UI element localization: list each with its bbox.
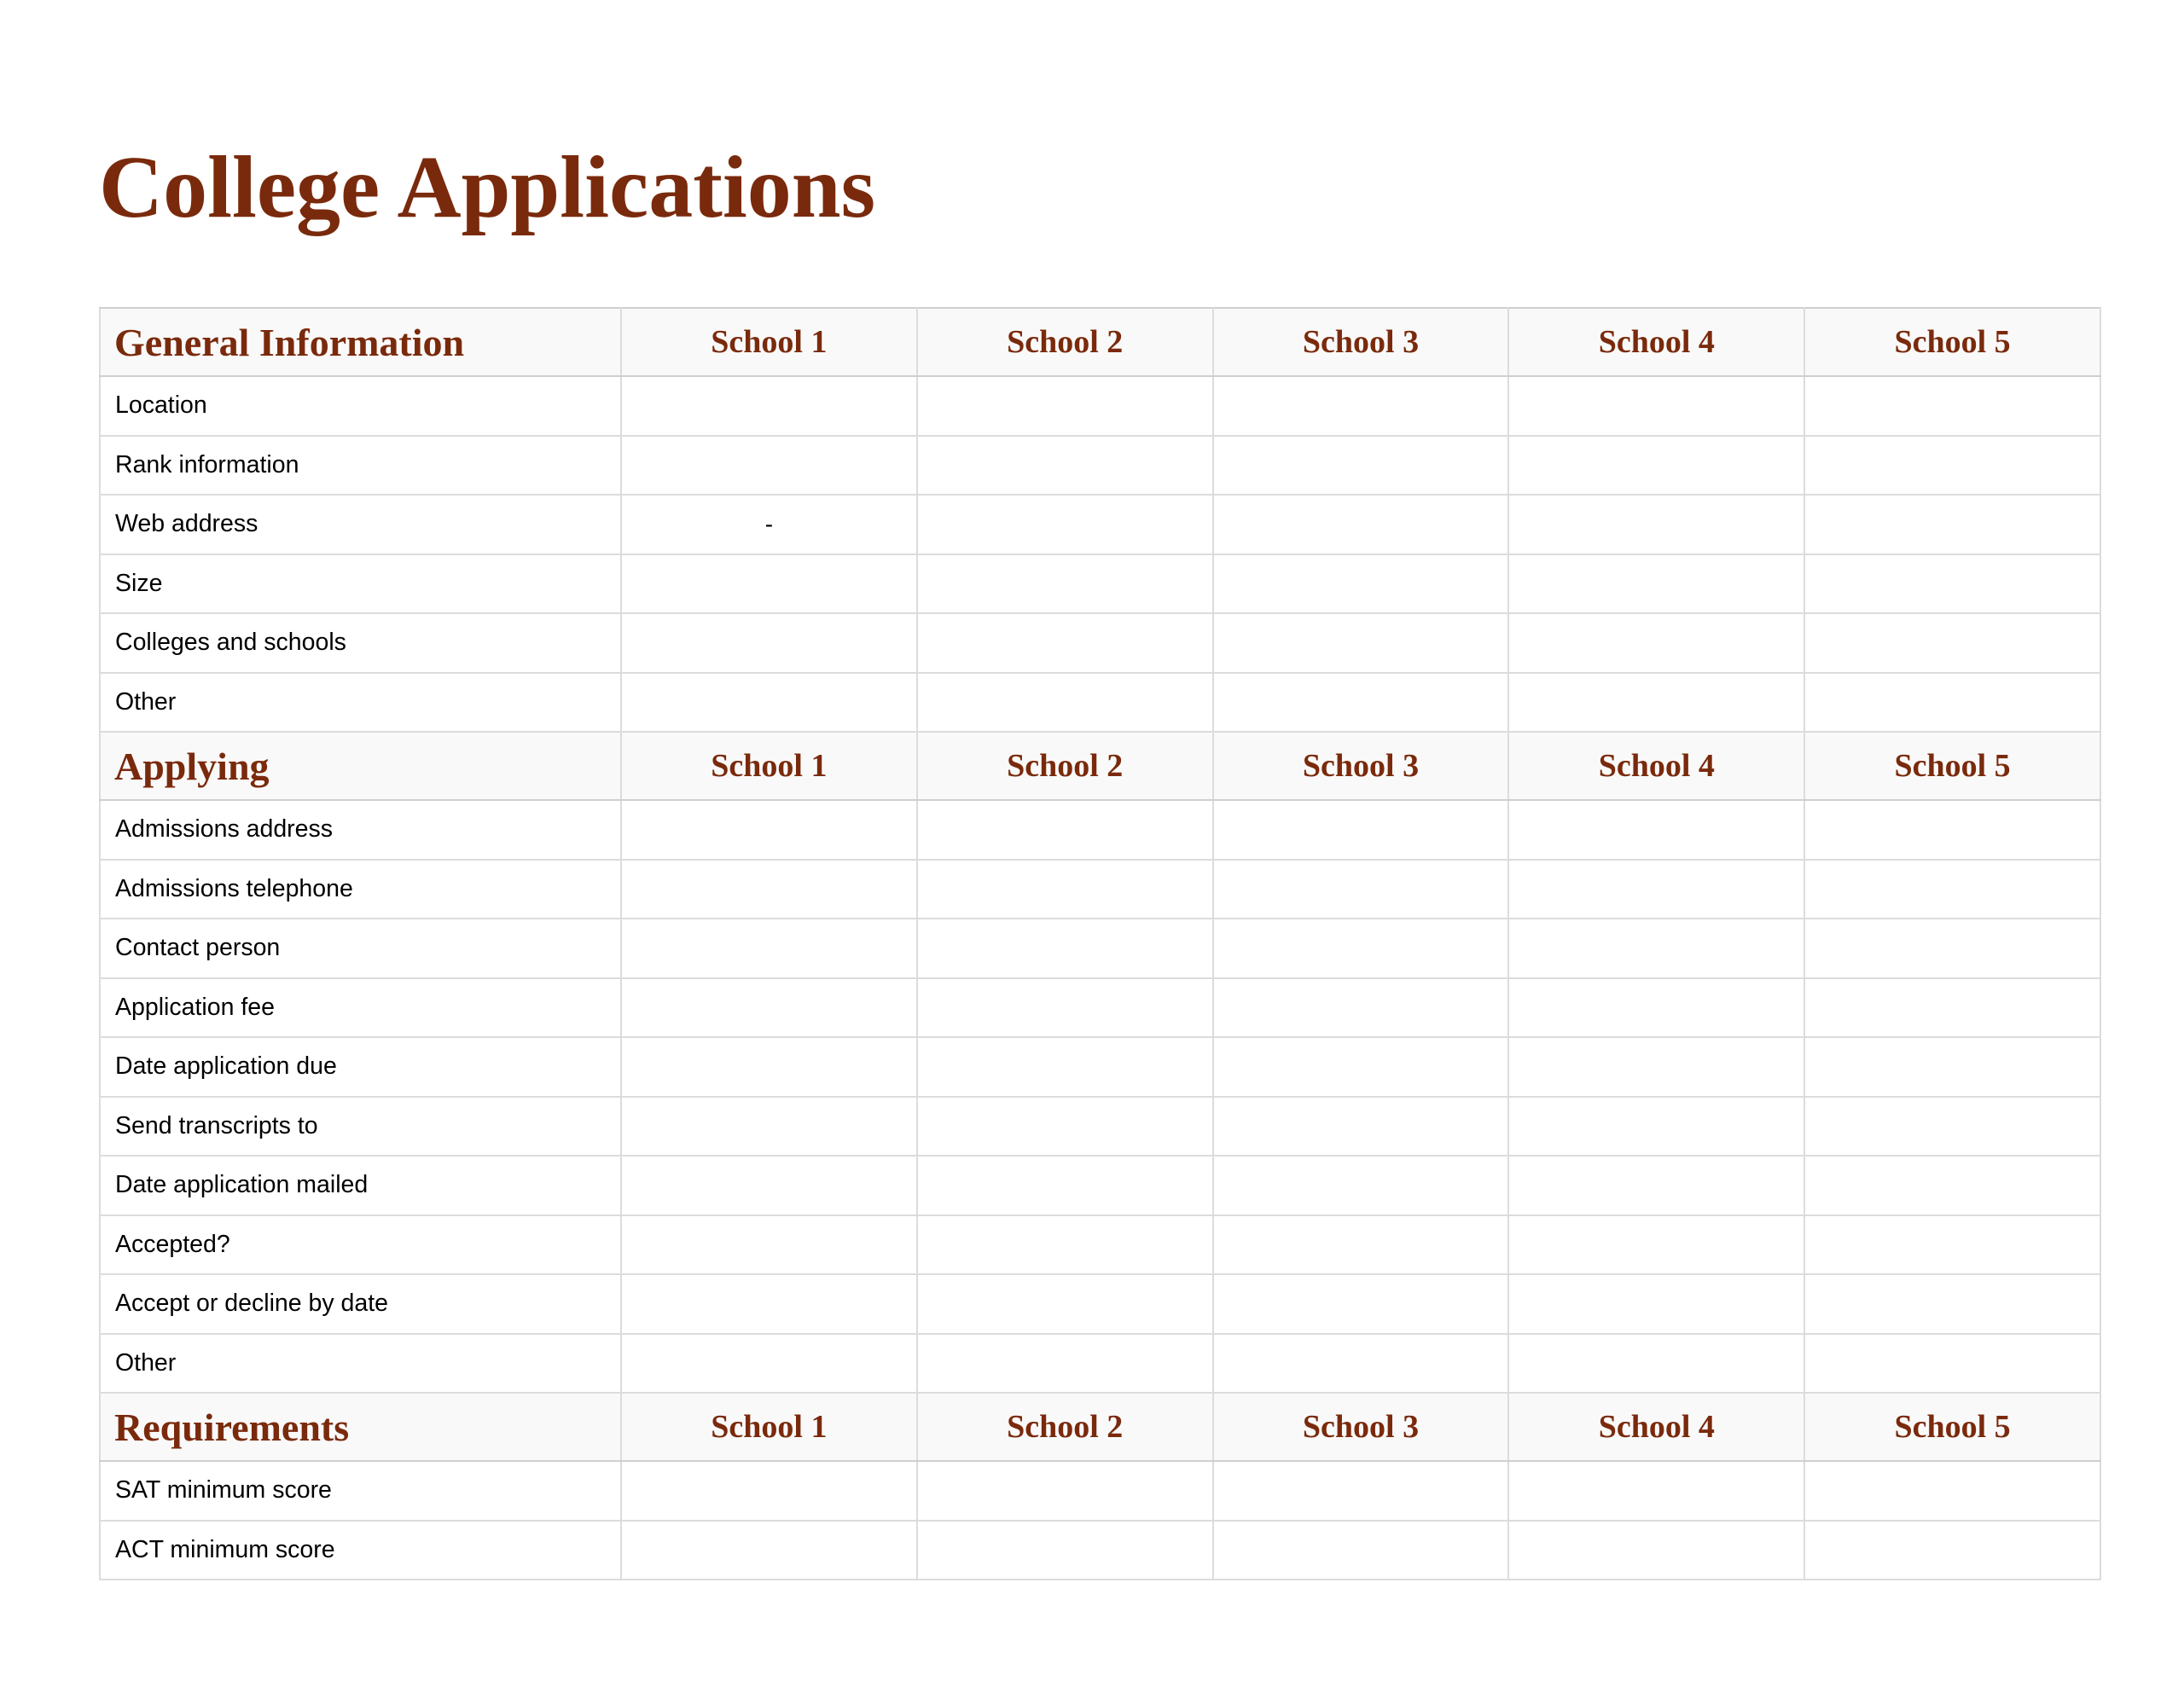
table-cell[interactable]: - bbox=[621, 495, 917, 554]
table-cell[interactable] bbox=[1508, 1097, 1804, 1157]
table-cell[interactable] bbox=[1508, 673, 1804, 733]
table-cell[interactable] bbox=[917, 495, 1213, 554]
table-cell[interactable] bbox=[1804, 919, 2100, 978]
table-row bbox=[100, 673, 2100, 733]
applications-table bbox=[99, 307, 2101, 1580]
table-cell[interactable] bbox=[621, 554, 917, 614]
table-cell[interactable] bbox=[621, 1274, 917, 1334]
table-cell[interactable] bbox=[1804, 1461, 2100, 1521]
school-column-header: School 5 bbox=[1804, 1393, 2100, 1461]
row-label: Application fee bbox=[100, 978, 621, 1038]
section-header-row bbox=[100, 1393, 2100, 1461]
table-cell[interactable] bbox=[1508, 1037, 1804, 1097]
section-title: Applying bbox=[100, 732, 621, 800]
table-cell[interactable] bbox=[1804, 1037, 2100, 1097]
table-cell[interactable] bbox=[1804, 376, 2100, 436]
table-cell[interactable] bbox=[1213, 376, 1509, 436]
table-row bbox=[100, 495, 2100, 554]
table-row bbox=[100, 1156, 2100, 1215]
table-cell[interactable] bbox=[621, 1097, 917, 1157]
table-cell[interactable] bbox=[1508, 554, 1804, 614]
table-cell[interactable] bbox=[917, 1461, 1213, 1521]
row-label: Send transcripts to bbox=[100, 1097, 621, 1157]
table-cell[interactable] bbox=[917, 978, 1213, 1038]
table-cell[interactable] bbox=[917, 919, 1213, 978]
school-column-header: School 4 bbox=[1508, 1393, 1804, 1461]
table-cell[interactable] bbox=[917, 1274, 1213, 1334]
row-label: Rank information bbox=[100, 436, 621, 496]
row-label: Accepted? bbox=[100, 1215, 621, 1275]
table-cell[interactable] bbox=[917, 1334, 1213, 1394]
table-cell[interactable] bbox=[621, 673, 917, 733]
row-label: Other bbox=[100, 1334, 621, 1394]
table-cell[interactable] bbox=[1213, 554, 1509, 614]
table-cell[interactable] bbox=[917, 554, 1213, 614]
table-row bbox=[100, 436, 2100, 496]
table-cell[interactable] bbox=[1804, 860, 2100, 919]
row-label: Date application mailed bbox=[100, 1156, 621, 1215]
table-row bbox=[100, 1521, 2100, 1580]
table-cell[interactable] bbox=[917, 860, 1213, 919]
table-cell[interactable] bbox=[1213, 1156, 1509, 1215]
table-cell[interactable] bbox=[917, 1521, 1213, 1580]
section-title: Requirements bbox=[100, 1393, 621, 1461]
table-cell[interactable] bbox=[1508, 860, 1804, 919]
table-cell[interactable] bbox=[1508, 1156, 1804, 1215]
table-cell[interactable] bbox=[621, 613, 917, 673]
school-column-header: School 2 bbox=[917, 732, 1213, 800]
table-cell[interactable] bbox=[1213, 673, 1509, 733]
table-cell[interactable] bbox=[1804, 554, 2100, 614]
section-header-row bbox=[100, 732, 2100, 800]
school-column-header: School 1 bbox=[621, 732, 917, 800]
table-cell[interactable] bbox=[1213, 436, 1509, 496]
table-cell[interactable] bbox=[1213, 1215, 1509, 1275]
table-cell[interactable] bbox=[1508, 800, 1804, 860]
table-cell[interactable] bbox=[621, 1334, 917, 1394]
table-cell[interactable] bbox=[917, 1215, 1213, 1275]
table-cell[interactable] bbox=[1213, 1274, 1509, 1334]
table-cell[interactable] bbox=[1804, 1274, 2100, 1334]
table-row bbox=[100, 860, 2100, 919]
row-label: Admissions address bbox=[100, 800, 621, 860]
table-cell[interactable] bbox=[1804, 436, 2100, 496]
table-cell[interactable] bbox=[621, 436, 917, 496]
table-cell[interactable] bbox=[1508, 1334, 1804, 1394]
table-cell[interactable] bbox=[1213, 613, 1509, 673]
table-cell[interactable] bbox=[1213, 1037, 1509, 1097]
table-row bbox=[100, 554, 2100, 614]
school-column-header: School 4 bbox=[1508, 308, 1804, 376]
row-label: Web address bbox=[100, 495, 621, 554]
table-cell[interactable] bbox=[621, 860, 917, 919]
table-cell[interactable] bbox=[1804, 1097, 2100, 1157]
table-row bbox=[100, 978, 2100, 1038]
table-row bbox=[100, 919, 2100, 978]
row-label: ACT minimum score bbox=[100, 1521, 621, 1580]
table-row bbox=[100, 1037, 2100, 1097]
table-cell[interactable] bbox=[1213, 978, 1509, 1038]
table-cell[interactable] bbox=[1804, 1156, 2100, 1215]
table-cell[interactable] bbox=[1804, 1521, 2100, 1580]
row-label: Date application due bbox=[100, 1037, 621, 1097]
table-row bbox=[100, 800, 2100, 860]
table-cell[interactable] bbox=[621, 800, 917, 860]
school-column-header: School 1 bbox=[621, 308, 917, 376]
table-cell[interactable] bbox=[1804, 613, 2100, 673]
section-header-row bbox=[100, 308, 2100, 376]
table-row bbox=[100, 376, 2100, 436]
row-label: Accept or decline by date bbox=[100, 1274, 621, 1334]
table-cell[interactable] bbox=[621, 1156, 917, 1215]
table-cell[interactable] bbox=[1213, 860, 1509, 919]
table-cell[interactable] bbox=[1213, 1461, 1509, 1521]
table-cell[interactable] bbox=[917, 613, 1213, 673]
school-column-header: School 1 bbox=[621, 1393, 917, 1461]
table-cell[interactable] bbox=[1804, 673, 2100, 733]
table-cell[interactable] bbox=[1508, 436, 1804, 496]
table-cell[interactable] bbox=[917, 1097, 1213, 1157]
row-label: Colleges and schools bbox=[100, 613, 621, 673]
table-cell[interactable] bbox=[621, 978, 917, 1038]
table-cell[interactable] bbox=[1213, 495, 1509, 554]
table-row bbox=[100, 613, 2100, 673]
table-cell[interactable] bbox=[1804, 800, 2100, 860]
table-row bbox=[100, 1461, 2100, 1521]
table-cell[interactable] bbox=[917, 436, 1213, 496]
table-cell[interactable] bbox=[917, 800, 1213, 860]
school-column-header: School 3 bbox=[1213, 732, 1509, 800]
table-cell[interactable] bbox=[1804, 978, 2100, 1038]
table-cell[interactable] bbox=[1804, 495, 2100, 554]
table-cell[interactable] bbox=[917, 673, 1213, 733]
table-row bbox=[100, 1334, 2100, 1394]
table-cell[interactable] bbox=[917, 1156, 1213, 1215]
table-cell[interactable] bbox=[1213, 1097, 1509, 1157]
table-cell[interactable] bbox=[1508, 919, 1804, 978]
table-cell[interactable] bbox=[1804, 1215, 2100, 1275]
table-row bbox=[100, 1097, 2100, 1157]
table-cell[interactable] bbox=[1508, 613, 1804, 673]
row-label: Size bbox=[100, 554, 621, 614]
school-column-header: School 2 bbox=[917, 1393, 1213, 1461]
row-label: Contact person bbox=[100, 919, 621, 978]
table-cell[interactable] bbox=[621, 919, 917, 978]
table-cell[interactable] bbox=[621, 1461, 917, 1521]
table-cell[interactable] bbox=[621, 376, 917, 436]
table-cell[interactable] bbox=[621, 1521, 917, 1580]
table-cell[interactable] bbox=[917, 376, 1213, 436]
row-label: Admissions telephone bbox=[100, 860, 621, 919]
table-cell[interactable] bbox=[1508, 1521, 1804, 1580]
table-row bbox=[100, 1215, 2100, 1275]
school-column-header: School 3 bbox=[1213, 308, 1509, 376]
table-cell[interactable] bbox=[1508, 1461, 1804, 1521]
school-column-header: School 5 bbox=[1804, 732, 2100, 800]
row-label: Location bbox=[100, 376, 621, 436]
row-label: Other bbox=[100, 673, 621, 733]
school-column-header: School 3 bbox=[1213, 1393, 1509, 1461]
table-cell[interactable] bbox=[621, 1215, 917, 1275]
table-cell[interactable] bbox=[1213, 919, 1509, 978]
school-column-header: School 2 bbox=[917, 308, 1213, 376]
table-cell[interactable] bbox=[917, 1037, 1213, 1097]
table-cell[interactable] bbox=[1213, 1521, 1509, 1580]
table-row bbox=[100, 1274, 2100, 1334]
table-cell[interactable] bbox=[1508, 1274, 1804, 1334]
school-column-header: School 5 bbox=[1804, 308, 2100, 376]
table-cell[interactable] bbox=[1508, 1215, 1804, 1275]
section-title: General Information bbox=[100, 308, 621, 376]
table-cell[interactable] bbox=[1213, 1334, 1509, 1394]
table-cell[interactable] bbox=[1213, 800, 1509, 860]
table-cell[interactable] bbox=[621, 1037, 917, 1097]
row-label: SAT minimum score bbox=[100, 1461, 621, 1521]
table-cell[interactable] bbox=[1508, 495, 1804, 554]
table-cell[interactable] bbox=[1804, 1334, 2100, 1394]
table-cell[interactable] bbox=[1508, 376, 1804, 436]
page-title: College Applications bbox=[99, 138, 876, 236]
school-column-header: School 4 bbox=[1508, 732, 1804, 800]
table-cell[interactable] bbox=[1508, 978, 1804, 1038]
